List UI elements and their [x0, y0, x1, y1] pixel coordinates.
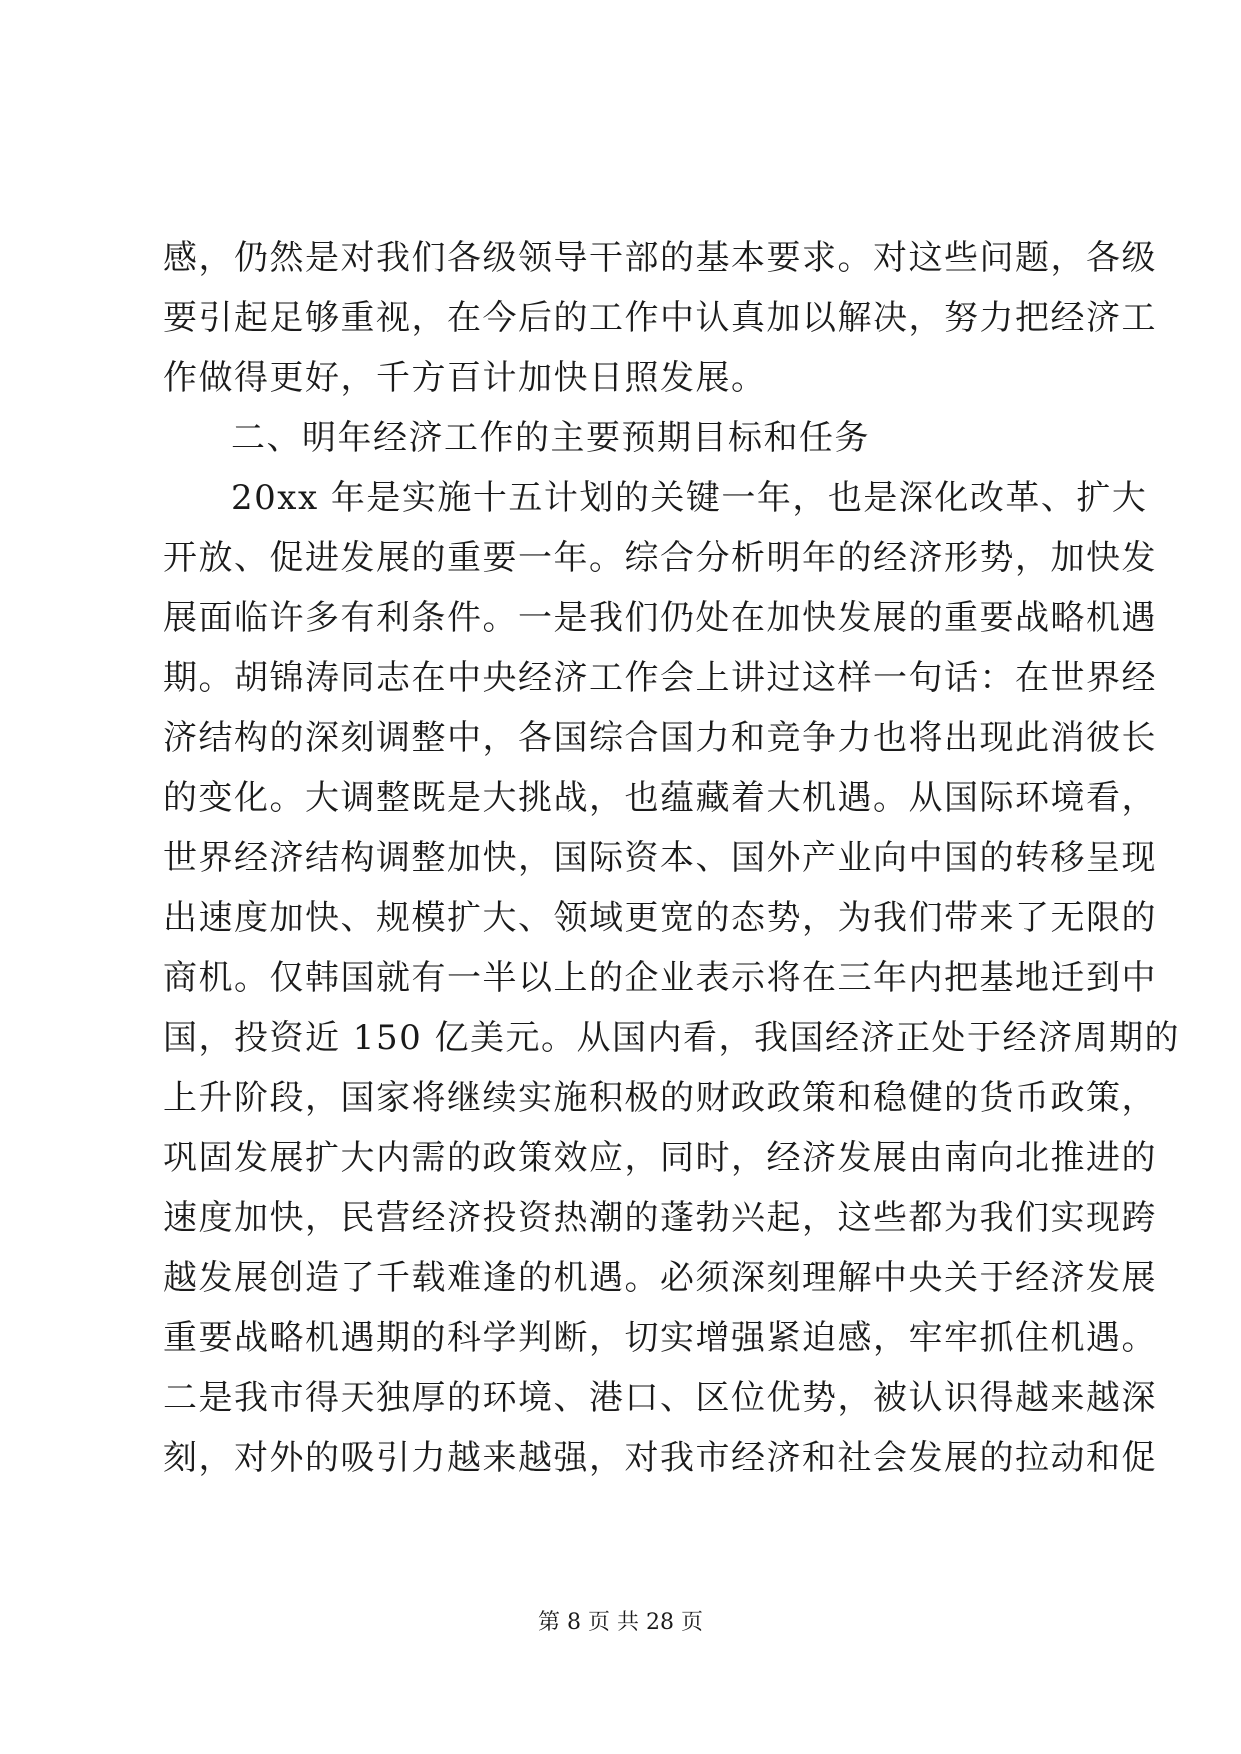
page-number-footer: 第 8 页 共 28 页: [538, 1610, 703, 1635]
text-line: 越发展创造了千载难逢的机遇。必须深刻理解中央关于经济发展: [163, 1258, 1157, 1298]
text-line: 速度加快，民营经济投资热潮的蓬勃兴起，这些都为我们实现跨: [163, 1198, 1157, 1238]
text-line: 二是我市得天独厚的环境、港口、区位优势，被认识得越来越深: [163, 1378, 1157, 1418]
text-line: 展面临许多有利条件。一是我们仍处在加快发展的重要战略机遇: [163, 598, 1157, 638]
text-line: 的变化。大调整既是大挑战，也蕴藏着大机遇。从国际环境看，: [163, 778, 1157, 818]
body-text: [163, 228, 1181, 1488]
text-line: 开放、促进发展的重要一年。综合分析明年的经济形势，加快发: [163, 538, 1157, 578]
text-line: 上升阶段，国家将继续实施积极的财政政策和稳健的货币政策，: [163, 1078, 1157, 1118]
text-line: 济结构的深刻调整中，各国综合国力和竞争力也将出现此消彼长: [163, 718, 1157, 758]
text-line: 商机。仅韩国就有一半以上的企业表示将在三年内把基地迁到中: [163, 958, 1157, 998]
text-line: 国，投资近 150 亿美元。从国内看，我国经济正处于经济周期的: [163, 1018, 1181, 1058]
section-heading: 二、明年经济工作的主要预期目标和任务: [231, 418, 870, 458]
text-line: 作做得更好，千方百计加快日照发展。: [163, 358, 767, 398]
text-line: 世界经济结构调整加快，国际资本、国外产业向中国的转移呈现: [163, 838, 1157, 878]
text-line: 20xx 年是实施十五计划的关键一年，也是深化改革、扩大: [231, 478, 1148, 518]
text-line: 重要战略机遇期的科学判断，切实增强紧迫感，牢牢抓住机遇。: [163, 1318, 1157, 1358]
text-line: 巩固发展扩大内需的政策效应，同时，经济发展由南向北推进的: [163, 1138, 1157, 1178]
text-line: 感，仍然是对我们各级领导干部的基本要求。对这些问题，各级: [163, 238, 1157, 278]
text-line: 期。胡锦涛同志在中央经济工作会上讲过这样一句话：在世界经: [163, 658, 1157, 698]
text-line: 刻，对外的吸引力越来越强，对我市经济和社会发展的拉动和促: [163, 1438, 1157, 1478]
text-line: 要引起足够重视，在今后的工作中认真加以解决，努力把经济工: [163, 298, 1157, 338]
text-line: 出速度加快、规模扩大、领域更宽的态势，为我们带来了无限的: [163, 898, 1157, 938]
